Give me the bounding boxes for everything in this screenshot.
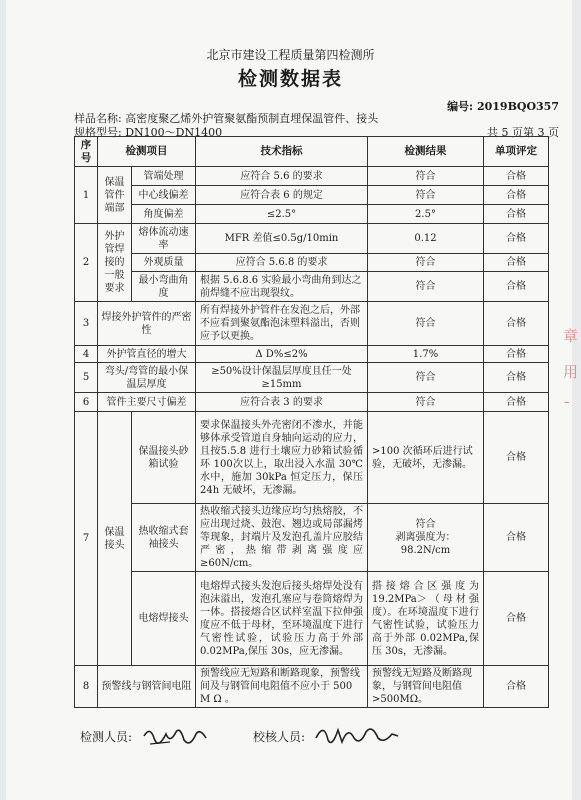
row-result: 搭接熔合区强度为 19.2MPa＞（母材强度）。在环境温度下进行气密性试验，试验压力高于外部 0.02MPa,保压 30s，无渗漏。	[368, 572, 484, 666]
row-result: >100 次循环后进行试验，无破坏，无渗漏。	[368, 412, 484, 504]
row-item: 外观质量	[132, 254, 196, 272]
row-item: 热收缩式套袖接头	[132, 504, 196, 572]
row-no: 3	[75, 302, 98, 346]
table-row	[75, 186, 549, 205]
row-item: 角度偏差	[132, 205, 196, 224]
row-no: 8	[75, 666, 98, 708]
row-result: 符合	[368, 272, 484, 302]
row-spec: 应符合 5.6.8 的要求	[196, 254, 368, 272]
reviewer-signature	[312, 720, 402, 750]
table-row	[75, 254, 549, 272]
row-item: 外护管直径的增大	[98, 346, 196, 363]
table-row	[75, 167, 549, 186]
row-group: 外护管焊接的一般要求	[98, 224, 132, 302]
spec-model: 规格型号: DN100～DN1400	[74, 126, 223, 139]
col-header-grade: 单项评定	[484, 137, 549, 167]
row-spec: 电熔焊式接头发泡后接头熔焊处没有泡沫溢出，发泡孔塞应与卷筒熔焊为一体。搭接熔合区试样室温下拉伸强度应不低于母材，至环境温度下进行气密性试验，试验压力高于外部 0.02MPa,保压 30s，应无渗漏。	[196, 572, 368, 666]
row-no: 4	[75, 346, 98, 363]
table-row	[75, 393, 549, 412]
table-row	[75, 302, 549, 346]
col-header-spec: 技术指标	[196, 137, 368, 167]
table-row	[75, 363, 549, 393]
row-item: 保温接头砂箱试验	[132, 412, 196, 504]
tester-signature	[140, 722, 210, 752]
sample-name: 样品名称: 高密度聚乙烯外护管聚氨酯预制直埋保温管件、接头	[74, 112, 379, 125]
row-grade: 合格	[484, 572, 549, 666]
row-grade: 合格	[484, 393, 549, 412]
row-item: 最小弯曲角度	[132, 272, 196, 302]
row-result-cell	[368, 504, 484, 572]
row-group: 保温接头	[98, 412, 132, 666]
row-item: 管件主要尺寸偏差	[98, 393, 196, 412]
row-result: 符合	[368, 254, 484, 272]
row-group: 保温管件端部	[98, 167, 132, 224]
row-grade: 合格	[484, 504, 549, 572]
row-grade: 合格	[484, 346, 549, 363]
row-result: 符合	[368, 302, 484, 346]
row-grade: 合格	[484, 302, 549, 346]
row-spec: 根据 5.6.8.6 实验最小弯曲角到达之前焊缝不应出现裂纹。	[196, 272, 368, 302]
row-item: 管端处理	[132, 167, 196, 186]
row-spec: ≥50%设计保温层厚度且任一处≥15mm	[196, 363, 368, 393]
table-row	[75, 224, 549, 254]
row-result: 符合	[368, 186, 484, 205]
table-header-row	[75, 137, 549, 167]
row-grade: 合格	[484, 224, 549, 254]
row-spec: 要求保温接头外壳密闭不渗水，并能够体承受管道自身轴向运动的应力，且按5.5.8 进行土壤应力砂箱试验循环 100次以上，取出浸入水温 30℃水中，施加 30kPa 恒定压力，保压 24h 无破坏，无渗漏。	[196, 412, 368, 504]
table-row	[75, 666, 549, 708]
row-grade: 合格	[484, 272, 549, 302]
row-grade: 合格	[484, 412, 549, 504]
row-result: 符合	[415, 519, 436, 530]
row-result: 符合	[368, 363, 484, 393]
row-result-label: 剥离强度为：	[395, 532, 456, 543]
row-result-value: 98.2N/cm	[400, 545, 451, 556]
row-no: 6	[75, 393, 98, 412]
institute-name: 北京市建设工程质量第四检测所	[206, 48, 375, 62]
row-spec: 应符合表 3 的要求	[196, 393, 368, 412]
row-grade: 合格	[484, 666, 549, 708]
table-row	[75, 346, 549, 363]
table-row	[75, 412, 549, 504]
col-header-no: 序号	[75, 137, 98, 167]
row-item: 中心线偏差	[132, 186, 196, 205]
row-spec: ≤2.5°	[196, 205, 368, 224]
table-row	[75, 272, 549, 302]
row-spec: 应符合 5.6 的要求	[196, 167, 368, 186]
row-result: 2.5°	[368, 205, 484, 224]
row-item: 电熔焊接头	[132, 572, 196, 666]
page-title: 检测数据表	[237, 68, 343, 90]
row-item: 熔体流动速率	[132, 224, 196, 254]
reviewer-label: 校核人员:	[253, 730, 306, 744]
row-result: 符合	[368, 167, 484, 186]
row-spec: 所有焊接外护管件在发泡之后，外部不应看到聚氨酯泡沫塑料溢出，否则应予以更换。	[196, 302, 368, 346]
row-item: 焊接外护管件的严密性	[98, 302, 196, 346]
data-table	[74, 136, 549, 708]
row-no: 2	[75, 224, 98, 302]
row-grade: 合格	[484, 167, 549, 186]
row-result: 符合	[368, 393, 484, 412]
row-no: 5	[75, 363, 98, 393]
col-header-item: 检测项目	[98, 137, 196, 167]
page-indicator: 共 5 页第 3 页	[487, 126, 559, 139]
report-number: 编号: 2019BQO357	[447, 100, 559, 113]
row-no: 7	[75, 412, 98, 666]
tester-label: 检测人员:	[80, 730, 133, 744]
stamp-mark: 章 用 ˉ	[563, 327, 579, 417]
row-result: 1.7%	[368, 346, 484, 363]
table-row	[75, 572, 549, 666]
table-row	[75, 504, 549, 572]
table-row	[75, 205, 549, 224]
row-grade: 合格	[484, 363, 549, 393]
row-spec: MFR 差值≤0.5g/10min	[196, 224, 368, 254]
row-item: 预警线与钢管间电阻	[98, 666, 196, 708]
row-no: 1	[75, 167, 98, 224]
row-spec: 热收缩式接头边缘应均匀热熔胶，不应出现过烧、鼓泡、翘边或局部漏烤等现象，封端片及发泡孔盖片应胶结严密，热缩带剥离强度应≥60N/cm。	[196, 504, 368, 572]
row-spec: Δ D%≤2%	[196, 346, 368, 363]
row-item: 弯头/弯管的最小保温层厚度	[98, 363, 196, 393]
row-spec: 预警线应无短路和断路现象，预警线间及与钢管间电阻值不应小于 500 M Ω 。	[196, 666, 368, 708]
row-result: 0.12	[368, 224, 484, 254]
col-header-result: 检测结果	[368, 137, 484, 167]
row-result: 预警线无短路及断路现象，与钢管间电阻值>500MΩ。	[368, 666, 484, 708]
row-grade: 合格	[484, 205, 549, 224]
row-grade: 合格	[484, 254, 549, 272]
row-grade: 合格	[484, 186, 549, 205]
row-spec: 应符合表 6 的规定	[196, 186, 368, 205]
